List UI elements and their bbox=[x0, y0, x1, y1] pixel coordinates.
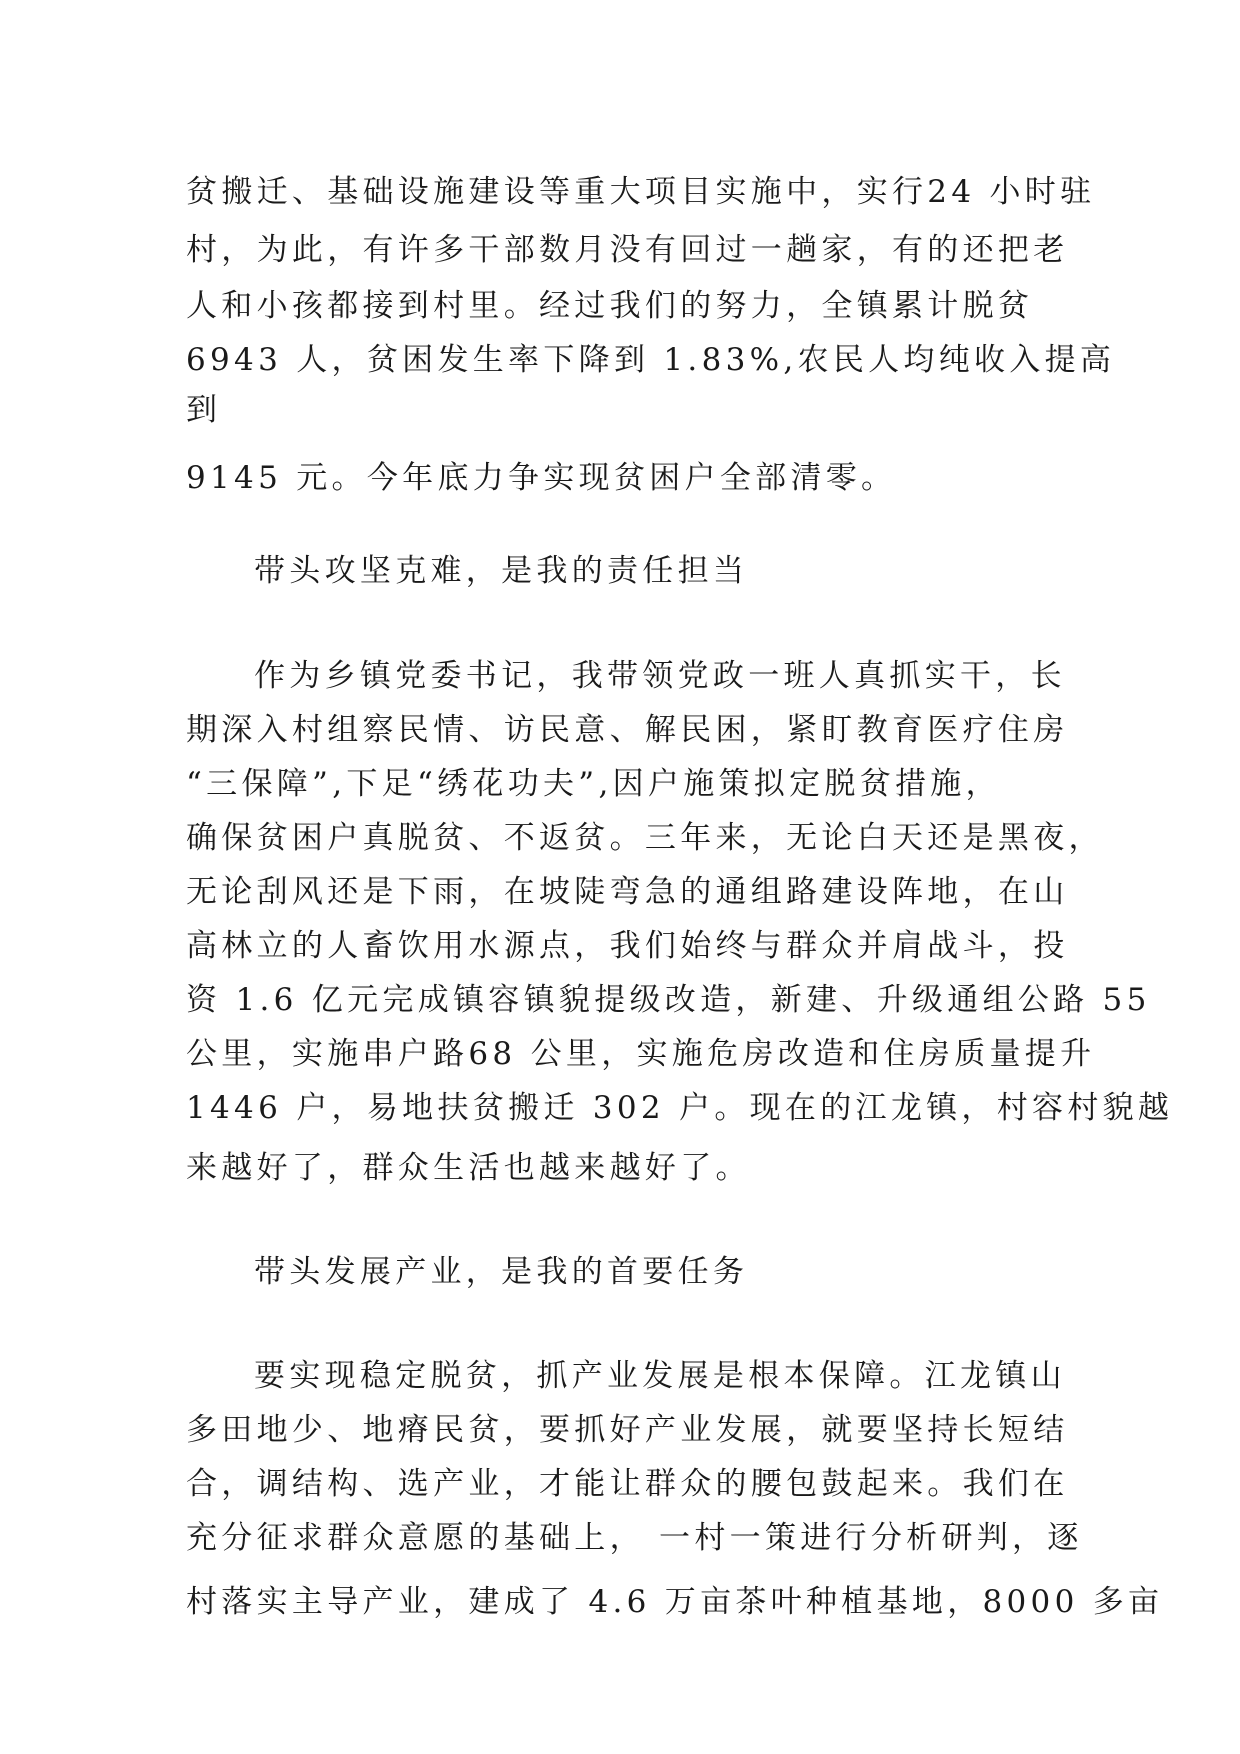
paragraph-line: 6943 人，贫困发生率下降到 1.83%,农民人均纯收入提高 bbox=[186, 342, 1116, 378]
paragraph-line: 充分征求群众意愿的基础上， 一村一策进行分析研判，逐 bbox=[186, 1520, 1083, 1556]
section-heading: 带头攻坚克难，是我的责任担当 bbox=[254, 553, 749, 589]
paragraph-line: 到 bbox=[186, 392, 222, 428]
paragraph-line: 村落实主导产业，建成了 4.6 万亩茶叶种植基地，8000 多亩 bbox=[186, 1584, 1164, 1620]
paragraph-line: 高林立的人畜饮用水源点，我们始终与群众并肩战斗，投 bbox=[186, 928, 1069, 964]
paragraph-line: “三保障”,下足“绣花功夫”,因户施策拟定脱贫措施， bbox=[186, 766, 1001, 802]
paragraph-line: 贫搬迁、基础设施建设等重大项目实施中，实行24 小时驻 bbox=[186, 174, 1096, 210]
paragraph-line: 人和小孩都接到村里。经过我们的努力，全镇累计脱贫 bbox=[186, 288, 1034, 324]
paragraph-line: 9145 元。今年底力争实现贫困户全部清零。 bbox=[186, 460, 897, 496]
paragraph-line: 确保贫困户真脱贫、不返贫。三年来，无论白天还是黑夜， bbox=[186, 820, 1104, 856]
paragraph-line: 合，调结构、选产业，才能让群众的腰包鼓起来。我们在 bbox=[186, 1466, 1069, 1502]
paragraph-line: 多田地少、地瘠民贫，要抓好产业发展，就要坚持长短结 bbox=[186, 1412, 1069, 1448]
paragraph-line: 来越好了，群众生活也越来越好了。 bbox=[186, 1150, 751, 1186]
paragraph-line: 村，为此，有许多干部数月没有回过一趟家，有的还把老 bbox=[186, 232, 1069, 268]
paragraph-line: 要实现稳定脱贫，抓产业发展是根本保障。江龙镇山 bbox=[254, 1358, 1066, 1394]
paragraph-line: 公里，实施串户路68 公里，实施危房改造和住房质量提升 bbox=[186, 1036, 1096, 1072]
paragraph-line: 无论刮风还是下雨，在坡陡弯急的通组路建设阵地，在山 bbox=[186, 874, 1069, 910]
paragraph-line: 期深入村组察民情、访民意、解民困，紧盯教育医疗住房 bbox=[186, 712, 1069, 748]
paragraph-line: 作为乡镇党委书记，我带领党政一班人真抓实干，长 bbox=[254, 658, 1066, 694]
paragraph-line: 1446 户，易地扶贫搬迁 302 户。现在的江龙镇，村容村貌越 bbox=[186, 1090, 1174, 1126]
section-heading: 带头发展产业，是我的首要任务 bbox=[254, 1254, 749, 1290]
paragraph-line: 资 1.6 亿元完成镇容镇貌提级改造，新建、升级通组公路 55 bbox=[186, 982, 1151, 1018]
